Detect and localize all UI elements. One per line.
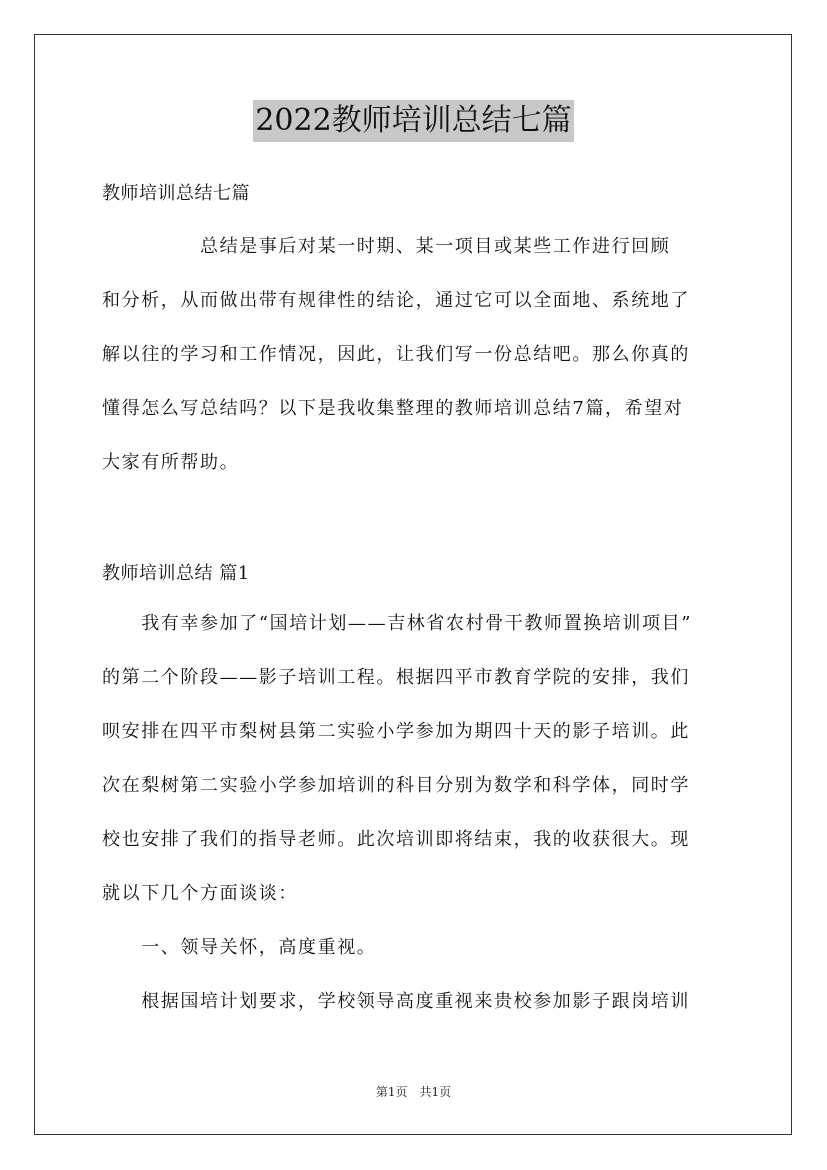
intro-line: 大家有所帮助。 (102, 452, 240, 473)
body-line: 根据国培计划要求，学校领导高度重视来贵校参加影子跟岗培训 (102, 991, 690, 1012)
body-line: 我有幸参加了“国培计划——吉林省农村骨干教师置换培训项目” (102, 613, 693, 634)
body-line: 就以下几个方面谈谈： (102, 883, 298, 904)
body-line: 次在梨树第二实验小学参加培训的科目分别为数学和科学体，同时学 (102, 775, 690, 796)
intro-line: 总结是事后对某一时期、某一项目或某些工作进行回顾 (102, 236, 671, 257)
intro-line: 懂得怎么写总结吗？以下是我收集整理的教师培训总结7篇，希望对 (102, 398, 684, 419)
body-line: 呗安排在四平市梨树县第二实验小学参加为期四十天的影子培训。此 (102, 721, 690, 742)
title-wrap (0, 100, 827, 142)
section-heading: 教师培训总结 篇1 (102, 563, 250, 584)
intro-line: 和分析，从而做出带有规律性的结论，通过它可以全面地、系统地了 (102, 290, 690, 311)
body-line: 一、领导关怀，高度重视。 (102, 937, 377, 958)
intro-line: 解以往的学习和工作情况，因此，让我们写一份总结吧。那么你真的 (102, 344, 690, 365)
body-line: 校也安排了我们的指导老师。此次培训即将结束，我的收获很大。现 (102, 829, 690, 850)
document-subtitle: 教师培训总结七篇 (102, 183, 250, 204)
body-paragraph (102, 597, 728, 1029)
page-footer: 第1页 共1页 (375, 1085, 452, 1099)
intro-paragraph (102, 220, 728, 490)
document-title: 2022教师培训总结七篇 (253, 100, 573, 142)
body-line: 的第二个阶段——影子培训工程。根据四平市教育学院的安排，我们 (102, 667, 690, 688)
